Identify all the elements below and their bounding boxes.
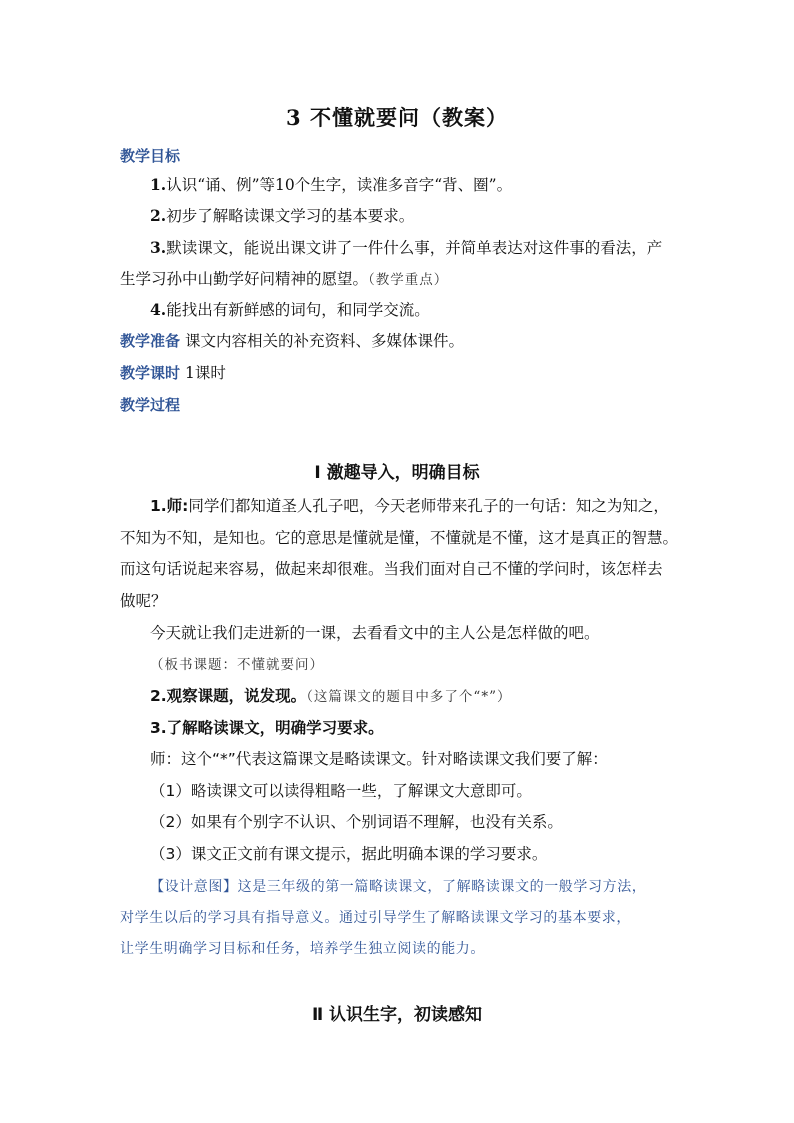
objective-item-3-cont	[120, 268, 680, 291]
paragraph-1-line-1	[150, 495, 680, 517]
objective-number: 1.	[150, 175, 167, 194]
prep-text: 课文内容相关的补充资料、多媒体课件。	[184, 332, 464, 350]
objective-text: 生学习孙中山勤学好问精神的愿望。	[120, 270, 369, 288]
objectives-heading: 教学目标	[120, 147, 181, 165]
prep-label: 教学准备	[120, 332, 181, 350]
paragraph-1-line-4: 做呢？	[120, 592, 167, 610]
design-intent-line-1	[150, 876, 680, 898]
hours-label: 教学课时	[120, 364, 181, 382]
objective-text: 默读课文，能说出课文讲了一件什么事，并简单表达对这件事的看法，产	[166, 239, 663, 257]
list-item-1: （1）略读课文可以读得粗略一些，了解课文大意即可。	[150, 782, 532, 800]
list-item-3: （3）课文正文前有课文提示，据此明确本课的学习要求。	[150, 845, 548, 863]
board-note: （板书课题：不懂就要问）	[150, 657, 324, 673]
page-title: 3 不懂就要问（教案）	[286, 105, 508, 130]
observe-title: 2.观察课题，说发现。	[150, 687, 307, 705]
paragraph-1-line-3: 而这句话说起来容易，做起来却很难。当我们面对自己不懂的学问时，该怎样去	[120, 560, 663, 578]
list-item-2: （2）如果有个别字不认识、个别词语不理解，也没有关系。	[150, 813, 563, 831]
objective-number: 4.	[150, 300, 167, 319]
objective-text: 初步了解略读课文学习的基本要求。	[166, 207, 415, 225]
paragraph-1-line-2: 不知为不知，是知也。它的意思是懂就是懂，不懂就是不懂，这才是真正的智慧。	[120, 529, 679, 547]
observe-note: （这篇课文的题目中多了个“*”）	[306, 689, 512, 705]
observe-title-line	[150, 685, 680, 708]
objective-item-4	[150, 299, 680, 321]
objective-number: 2.	[150, 206, 167, 225]
design-intent-label: 【设计意图】	[150, 879, 238, 895]
objective-text: 认识“诵、例”等10个生字，读准多音字“背、圈”。	[166, 176, 513, 194]
design-intent-line-3: 让学生明确学习目标和任务，培养学生独立阅读的能力。	[120, 941, 485, 957]
prep-line	[120, 330, 680, 352]
design-intent-text: 这是三年级的第一篇略读课文，了解略读课文的一般学习方法，	[237, 879, 647, 895]
teacher-line: 师：这个“*”代表这篇课文是略读课文。针对略读课文我们要了解：	[150, 750, 608, 768]
key-point-note: （教学重点）	[368, 272, 449, 288]
objective-item-1	[150, 174, 680, 196]
hours-line	[120, 362, 680, 384]
objective-item-3	[150, 237, 680, 259]
objective-number: 3.	[150, 238, 167, 257]
section-1-title: Ⅰ 激趣导入，明确目标	[314, 463, 480, 483]
process-label: 教学过程	[120, 396, 181, 414]
objective-text: 能找出有新鲜感的词句，和同学交流。	[166, 301, 430, 319]
design-intent-line-2: 对学生以后的学习具有指导意义。通过引导学生了解略读课文学习的基本要求，	[120, 910, 631, 926]
paragraph-2: 今天就让我们走进新的一课，去看看文中的主人公是怎样做的吧。	[150, 624, 600, 642]
hours-text: 1课时	[184, 364, 226, 382]
paragraph-text: 同学们都知道圣人孔子吧，今天老师带来孔子的一句话：知之为知之，	[188, 497, 669, 515]
objective-item-2	[150, 205, 680, 227]
section-2-title: Ⅱ 认识生字，初读感知	[311, 1005, 483, 1025]
skim-reading-title: 3.了解略读课文，明确学习要求。	[150, 719, 384, 737]
paragraph-number: 1.师:	[150, 497, 189, 515]
